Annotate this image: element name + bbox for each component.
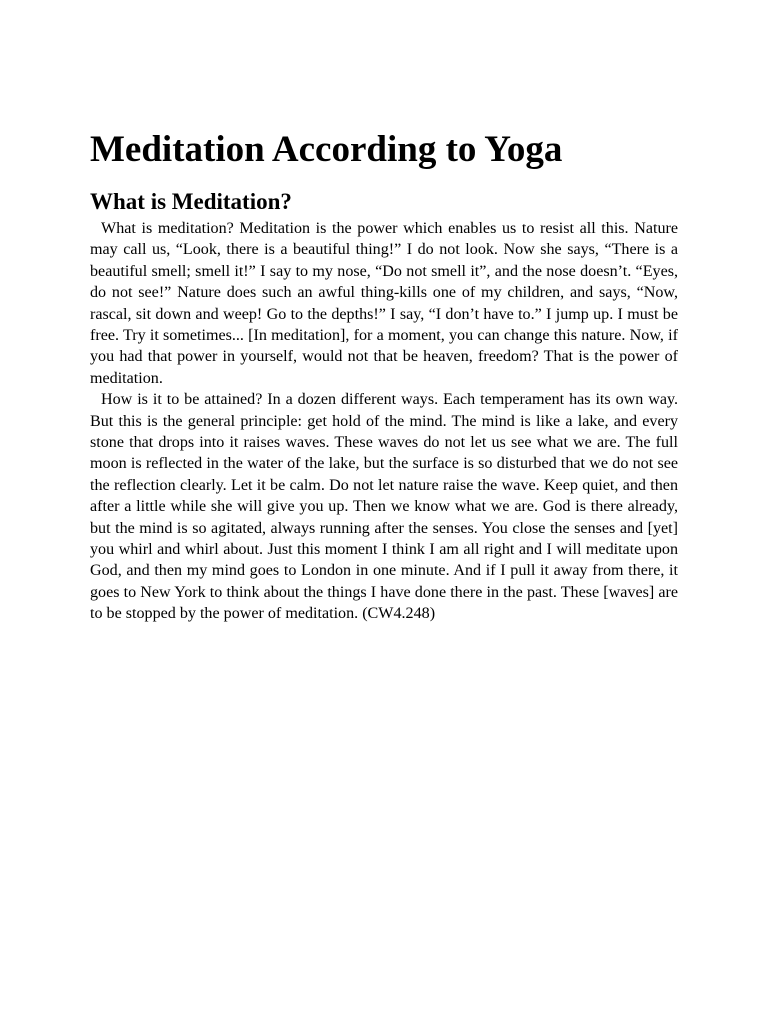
paragraph-2: How is it to be attained? In a dozen different ways. Each temperament has its own way. But this is the general principle: get hold of the mind. The mind is like a lake, and every stone that drops into it raises waves. These waves do not let us see what we are. The full moon is reflected in the water of the lake, but the surface is so disturbed that we do not see the reflection clearly. Let it be calm. Do not let nature raise the wave. Keep quiet, and then after a little while she will give you up. Then we know what we are. God is there already, but the mind is so agitated, always running after the senses. You close the senses and [yet] you whirl and whirl about. Just this moment I think I am all right and I will meditate upon God, and then my mind goes to London in one minute. And if I pull it away from there, it goes to New York to think about the things I have done there in the past. These [waves] are to be stopped by the power of meditation. (CW4.248)	[90, 391, 678, 623]
section-heading: What is Meditation?	[90, 189, 292, 215]
paragraph-1: What is meditation? Meditation is the power which enables us to resist all this. Nature may call us, “Look, there is a beautiful thing!” I do not look. Now she says, “There is a beautiful smell; smell it!” I say to my nose, “Do not smell it”, and the nose doesn’t. “Eyes, do not see!” Nature does such an awful thing-kills one of my children, and says, “Now, rascal, sit down and weep! Go to the depths!” I say, “I don’t have to.” I jump up. I must be free. Try it sometimes... [In meditation], for a moment, you can change this nature. Now, if you had that power in yourself, would not that be heaven, freedom? That is the power of meditation.	[90, 219, 678, 387]
document-title: Meditation According to Yoga	[90, 129, 563, 170]
document-page	[90, 128, 678, 625]
